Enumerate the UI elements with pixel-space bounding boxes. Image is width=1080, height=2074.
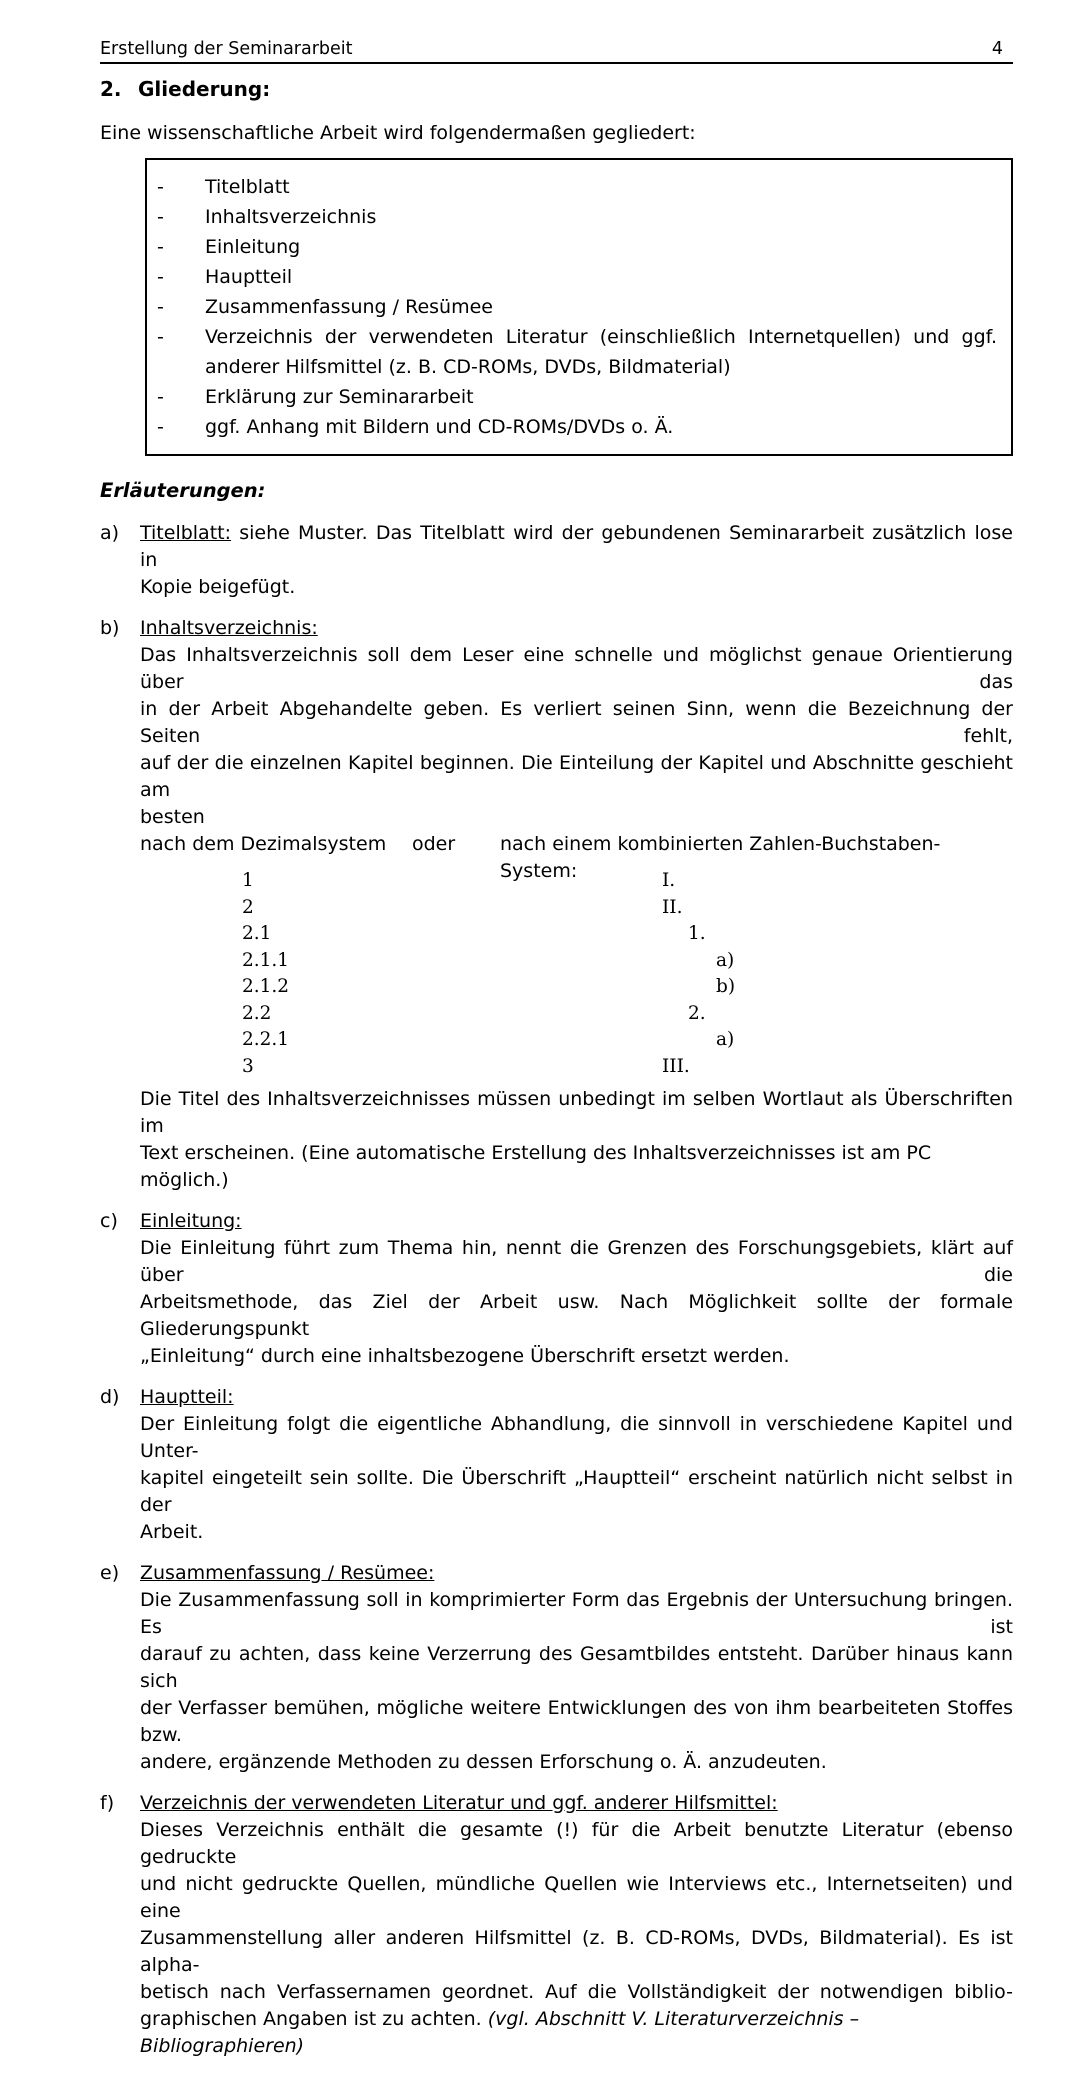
outline-item (157, 262, 997, 292)
item-line: in der Arbeit Abgehandelte geben. Es verliert seinen Sinn, wenn die Bezeichnung der Seiten fehlt, (140, 698, 1013, 747)
item-label-paragraph (140, 615, 1013, 642)
outline-box (145, 158, 1013, 456)
explanation-item-a (100, 520, 1013, 601)
dash-bullet: - (157, 176, 164, 198)
dash-bullet: - (157, 266, 164, 288)
item-body (140, 520, 1013, 601)
page-header (100, 38, 1013, 64)
item-marker: b) (100, 617, 120, 639)
decimal-entry: 2.1.2 (242, 976, 290, 997)
item-line: und nicht gedruckte Quellen, mündliche Quellen wie Interviews etc., Internetseiten) und eine (140, 1873, 1013, 1922)
dash-bullet: - (157, 386, 164, 408)
outline-item (157, 412, 997, 442)
dash-bullet: - (157, 296, 164, 318)
item-paragraph (140, 1817, 1013, 2060)
dash-bullet: - (157, 236, 164, 258)
item-label: Einleitung: (140, 1210, 242, 1232)
item-paragraph (140, 1411, 1013, 1546)
mixed-system-column (662, 868, 782, 1080)
decimal-entry: 2 (242, 896, 254, 918)
mixed-entry: III. (662, 1055, 690, 1077)
item-body (140, 1208, 1013, 1370)
item-closing-paragraph (140, 1086, 1013, 1194)
decimal-entry: 2.2.1 (242, 1029, 290, 1050)
item-line (140, 520, 1013, 574)
document-content (100, 76, 1013, 2074)
numbering-systems-col1-label: nach dem Dezimalsystem (140, 833, 387, 855)
dash-bullet: - (157, 416, 164, 438)
explanation-item-e (100, 1560, 1013, 1776)
item-line: Zusammenstellung aller anderen Hilfsmittel (z. B. CD-ROMs, DVDs, Bildmaterial). Es ist alpha- (140, 1927, 1013, 1976)
item-marker: f) (100, 1792, 115, 1814)
explanation-item-b (100, 615, 1013, 1194)
item-line: Die Zusammenfassung soll in komprimierter Form das Ergebnis der Untersuchung bringen. Es ist (140, 1589, 1013, 1638)
numbering-systems-intro (140, 831, 1013, 882)
section-title: Gliederung: (138, 77, 271, 101)
mixed-entry: I. (662, 870, 676, 891)
item-label-paragraph (140, 1208, 1013, 1235)
page-number: 4 (991, 39, 1003, 59)
mixed-entry: a) (716, 1029, 735, 1050)
numbering-systems-col2-label: nach einem kombinierten Zahlen-Buchstaben-System: (500, 833, 941, 882)
item-marker: d) (100, 1386, 120, 1408)
item-paragraph (140, 1235, 1013, 1370)
decimal-entry: 2.1.1 (242, 949, 290, 971)
item-line: Die Einleitung führt zum Thema hin, nennt die Grenzen des Forschungsgebiets, klärt auf über die (140, 1237, 1013, 1286)
mixed-entry: 2. (688, 1002, 706, 1024)
explanation-item-c (100, 1208, 1013, 1370)
item-marker: c) (100, 1210, 118, 1232)
decimal-entry: 1 (242, 870, 254, 891)
item-paragraph (140, 642, 1013, 831)
decimal-entry: 3 (242, 1055, 254, 1077)
explanations-heading: Erläuterungen: (100, 479, 266, 502)
mixed-entry: II. (662, 896, 683, 918)
section-number: 2. (100, 77, 122, 101)
outline-item-label: Titelblatt (205, 176, 290, 198)
outline-item (157, 292, 997, 322)
item-label: Verzeichnis der verwendeten Literatur und ggf. anderer Hilfsmittel: (140, 1792, 778, 1814)
item-label: Hauptteil: (140, 1386, 234, 1408)
section-heading (100, 76, 1013, 102)
decimal-entry: 2.1 (242, 923, 272, 944)
item-label: Zusammenfassung / Resümee: (140, 1562, 435, 1584)
item-line-text: siehe Muster. Das Titelblatt wird der gebundenen Seminararbeit zusätzlich lose in (140, 522, 1013, 571)
item-paragraph (140, 520, 1013, 601)
item-line: Die Titel des Inhaltsverzeichnisses müssen unbedingt im selben Wortlaut als Überschriften im (140, 1088, 1013, 1137)
item-line: auf der die einzelnen Kapitel beginnen. Die Einteilung der Kapitel und Abschnitte geschieht am (140, 752, 1013, 801)
outline-item-label: Hauptteil (205, 266, 293, 288)
item-label-paragraph (140, 1790, 1013, 1817)
decimal-entry: 2.2 (242, 1002, 272, 1024)
item-body (140, 1790, 1013, 2060)
item-body (140, 1384, 1013, 1546)
outline-item-label: ggf. Anhang mit Bildern und CD-ROMs/DVDs o. Ä. (205, 416, 674, 438)
outline-item-line: anderer Hilfsmittel (z. B. CD-ROMs, DVDs, Bildmaterial) (205, 356, 731, 378)
item-paragraph (140, 1587, 1013, 1776)
item-line: Kopie beigefügt. (140, 576, 296, 598)
mixed-entry: 1. (688, 923, 706, 944)
item-line (140, 2006, 1013, 2060)
outline-item (157, 172, 997, 202)
outline-item (157, 202, 997, 232)
item-label-paragraph (140, 1384, 1013, 1411)
item-marker: a) (100, 522, 120, 544)
item-label-paragraph (140, 1560, 1013, 1587)
item-line: Arbeitsmethode, das Ziel der Arbeit usw. Nach Möglichkeit sollte der formale Gliederungspunkt (140, 1291, 1013, 1340)
item-line: andere, ergänzende Methoden zu dessen Erforschung o. Ä. anzudeuten. (140, 1751, 827, 1773)
explanation-item-f (100, 1790, 1013, 2060)
item-body (140, 1560, 1013, 1776)
item-reference-note: (vgl. Abschnitt V. Literaturverzeichnis – Bibliographieren) (140, 2008, 860, 2057)
numbering-systems-example (140, 868, 1013, 1080)
mixed-entry: b) (716, 976, 736, 997)
item-label: Inhaltsverzeichnis: (140, 617, 318, 639)
outline-item-label: Erklärung zur Seminararbeit (205, 386, 474, 408)
dash-bullet: - (157, 206, 164, 228)
item-line: „Einleitung“ durch eine inhaltsbezogene Überschrift ersetzt werden. (140, 1345, 790, 1367)
item-line: Der Einleitung folgt die eigentliche Abhandlung, die sinnvoll in verschiedene Kapitel und Unter- (140, 1413, 1013, 1462)
outline-item-label: Einleitung (205, 236, 301, 258)
numbering-systems-conjunction: oder (412, 833, 456, 855)
item-line: darauf zu achten, dass keine Verzerrung des Gesamtbildes entsteht. Darüber hinaus kann sich (140, 1643, 1013, 1692)
item-line-text: graphischen Angaben ist zu achten. (140, 2008, 488, 2030)
outline-item-label: Zusammenfassung / Resümee (205, 296, 493, 318)
item-marker: e) (100, 1562, 120, 1584)
outline-item (157, 232, 997, 262)
section-lead-paragraph: Eine wissenschaftliche Arbeit wird folgendermaßen gegliedert: (100, 122, 696, 144)
mixed-entry: a) (716, 949, 735, 971)
item-line: besten (140, 806, 205, 828)
item-line: Das Inhaltsverzeichnis soll dem Leser eine schnelle und möglichst genaue Orientierung über das (140, 644, 1013, 693)
item-line: der Verfasser bemühen, mögliche weitere Entwicklungen des von ihm bearbeiteten Stoffes bzw. (140, 1697, 1013, 1746)
outline-item-label: Inhaltsverzeichnis (205, 206, 377, 228)
item-line: Dieses Verzeichnis enthält die gesamte (!) für die Arbeit benutzte Literatur (ebenso gedruckte (140, 1819, 1013, 1868)
decimal-system-column (242, 868, 289, 1080)
outline-item (157, 382, 997, 412)
item-line: Arbeit. (140, 1521, 204, 1543)
item-line: Text erscheinen. (Eine automatische Erstellung des Inhaltsverzeichnisses ist am PC möglich.) (140, 1142, 932, 1191)
item-line: kapitel eingeteilt sein sollte. Die Überschrift „Hauptteil“ erscheint natürlich nicht selbst in der (140, 1467, 1013, 1516)
item-body (140, 615, 1013, 1194)
outline-item (157, 322, 997, 382)
outline-item-label (205, 322, 997, 382)
item-line: betisch nach Verfassernamen geordnet. Auf die Vollständigkeit der notwendigen biblio- (140, 1981, 1013, 2003)
item-label: Titelblatt: (140, 522, 232, 544)
dash-bullet: - (157, 326, 164, 348)
outline-item-line: Verzeichnis der verwendeten Literatur (einschließlich Internetquellen) und ggf. (205, 326, 997, 348)
header-title: Erstellung der Seminararbeit (100, 39, 353, 59)
explanation-item-d (100, 1384, 1013, 1546)
